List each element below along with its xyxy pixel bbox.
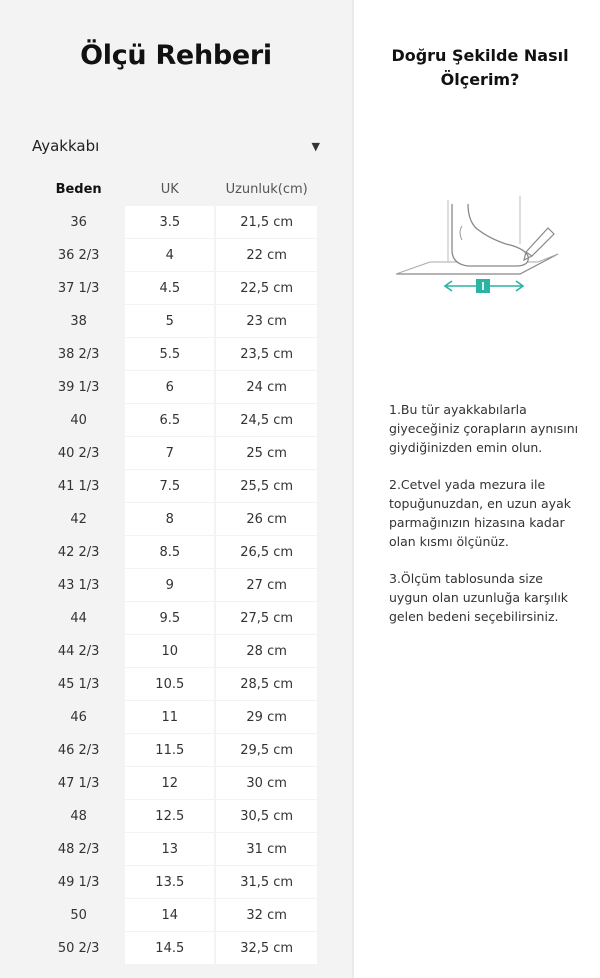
cell-uk: 6 <box>125 371 214 403</box>
category-dropdown[interactable] <box>32 134 322 158</box>
table-row <box>34 536 317 568</box>
cell-size: 36 2/3 <box>34 239 123 271</box>
cell-size: 44 <box>34 602 123 634</box>
table-row <box>34 932 317 964</box>
cell-size: 44 2/3 <box>34 635 123 667</box>
cell-uk: 11 <box>125 701 214 733</box>
cell-size: 38 2/3 <box>34 338 123 370</box>
cell-length: 31 cm <box>216 833 317 865</box>
howto-title <box>370 44 590 92</box>
cell-length: 31,5 cm <box>216 866 317 898</box>
cell-uk: 12 <box>125 767 214 799</box>
cell-length: 28 cm <box>216 635 317 667</box>
cell-size: 39 1/3 <box>34 371 123 403</box>
cell-length: 32 cm <box>216 899 317 931</box>
cell-uk: 9 <box>125 569 214 601</box>
table-body <box>34 206 317 964</box>
cell-length: 28,5 cm <box>216 668 317 700</box>
cell-uk: 11.5 <box>125 734 214 766</box>
cell-uk: 9.5 <box>125 602 214 634</box>
cell-size: 46 2/3 <box>34 734 123 766</box>
instruction-step-2: 2.Cetvel yada mezura ile topuğunuzdan, en uzun ayak parmağınızın hizasına kadar olan kısmı ölçünüz. <box>389 477 571 549</box>
table-row <box>34 371 317 403</box>
howto-title-line1: Doğru Şekilde Nasıl <box>391 46 569 65</box>
table-row <box>34 338 317 370</box>
cell-uk: 4 <box>125 239 214 271</box>
cell-length: 23,5 cm <box>216 338 317 370</box>
instruction-step-3: 3.Ölçüm tablosunda size uygun olan uzunluğa karşılık gelen bedeni seçebilirsiniz. <box>389 571 569 624</box>
size-table <box>32 172 319 965</box>
header-length: Uzunluk(cm) <box>216 173 317 205</box>
cell-length: 22,5 cm <box>216 272 317 304</box>
cell-uk: 13.5 <box>125 866 214 898</box>
table-row <box>34 305 317 337</box>
cell-length: 29 cm <box>216 701 317 733</box>
cell-size: 49 1/3 <box>34 866 123 898</box>
category-label: Ayakkabı <box>32 137 100 155</box>
cell-size: 40 <box>34 404 123 436</box>
table-row <box>34 833 317 865</box>
header-size: Beden <box>34 173 123 205</box>
table-header-row <box>34 173 317 205</box>
cell-length: 26,5 cm <box>216 536 317 568</box>
table-row <box>34 404 317 436</box>
cell-size: 47 1/3 <box>34 767 123 799</box>
cell-size: 42 2/3 <box>34 536 123 568</box>
chevron-down-icon: ▼ <box>311 139 320 153</box>
cell-size: 38 <box>34 305 123 337</box>
cell-size: 50 <box>34 899 123 931</box>
divider <box>352 0 354 978</box>
cell-uk: 12.5 <box>125 800 214 832</box>
cell-uk: 3.5 <box>125 206 214 238</box>
table-row <box>34 800 317 832</box>
foot-measure-icon <box>388 192 570 304</box>
cell-length: 23 cm <box>216 305 317 337</box>
cell-size: 48 2/3 <box>34 833 123 865</box>
table-row <box>34 668 317 700</box>
cell-uk: 6.5 <box>125 404 214 436</box>
table-row <box>34 602 317 634</box>
cell-uk: 14.5 <box>125 932 214 964</box>
cell-uk: 8.5 <box>125 536 214 568</box>
table-row <box>34 470 317 502</box>
cell-uk: 10.5 <box>125 668 214 700</box>
cell-length: 29,5 cm <box>216 734 317 766</box>
table-row <box>34 767 317 799</box>
cell-size: 37 1/3 <box>34 272 123 304</box>
cell-length: 21,5 cm <box>216 206 317 238</box>
cell-size: 36 <box>34 206 123 238</box>
cell-length: 26 cm <box>216 503 317 535</box>
cell-uk: 13 <box>125 833 214 865</box>
cell-uk: 7 <box>125 437 214 469</box>
cell-length: 25 cm <box>216 437 317 469</box>
page-title: Ölçü Rehberi <box>80 40 272 71</box>
table-row <box>34 899 317 931</box>
table-row <box>34 635 317 667</box>
cell-size: 41 1/3 <box>34 470 123 502</box>
cell-uk: 4.5 <box>125 272 214 304</box>
table-row <box>34 503 317 535</box>
cell-uk: 7.5 <box>125 470 214 502</box>
cell-length: 25,5 cm <box>216 470 317 502</box>
cell-size: 48 <box>34 800 123 832</box>
instruction-steps <box>389 400 579 644</box>
table-row <box>34 437 317 469</box>
cell-uk: 14 <box>125 899 214 931</box>
cell-length: 27 cm <box>216 569 317 601</box>
cell-length: 24 cm <box>216 371 317 403</box>
table-row <box>34 734 317 766</box>
cell-size: 46 <box>34 701 123 733</box>
cell-size: 50 2/3 <box>34 932 123 964</box>
howto-title-line2: Ölçerim? <box>440 70 520 89</box>
table-row <box>34 272 317 304</box>
cell-size: 40 2/3 <box>34 437 123 469</box>
cell-size: 45 1/3 <box>34 668 123 700</box>
table-row <box>34 701 317 733</box>
instruction-step-1: 1.Bu tür ayakkabılarla giyeceğiniz çorapların aynısını giydiğinizden emin olun. <box>389 402 579 455</box>
cell-length: 27,5 cm <box>216 602 317 634</box>
cell-length: 22 cm <box>216 239 317 271</box>
table-row <box>34 866 317 898</box>
cell-length: 30 cm <box>216 767 317 799</box>
table-row <box>34 239 317 271</box>
cell-size: 42 <box>34 503 123 535</box>
cell-length: 24,5 cm <box>216 404 317 436</box>
table-row <box>34 569 317 601</box>
cell-size: 43 1/3 <box>34 569 123 601</box>
header-uk: UK <box>125 173 214 205</box>
cell-length: 30,5 cm <box>216 800 317 832</box>
cell-length: 32,5 cm <box>216 932 317 964</box>
cell-uk: 5 <box>125 305 214 337</box>
cell-uk: 5.5 <box>125 338 214 370</box>
cell-uk: 10 <box>125 635 214 667</box>
table-row <box>34 206 317 238</box>
cell-uk: 8 <box>125 503 214 535</box>
